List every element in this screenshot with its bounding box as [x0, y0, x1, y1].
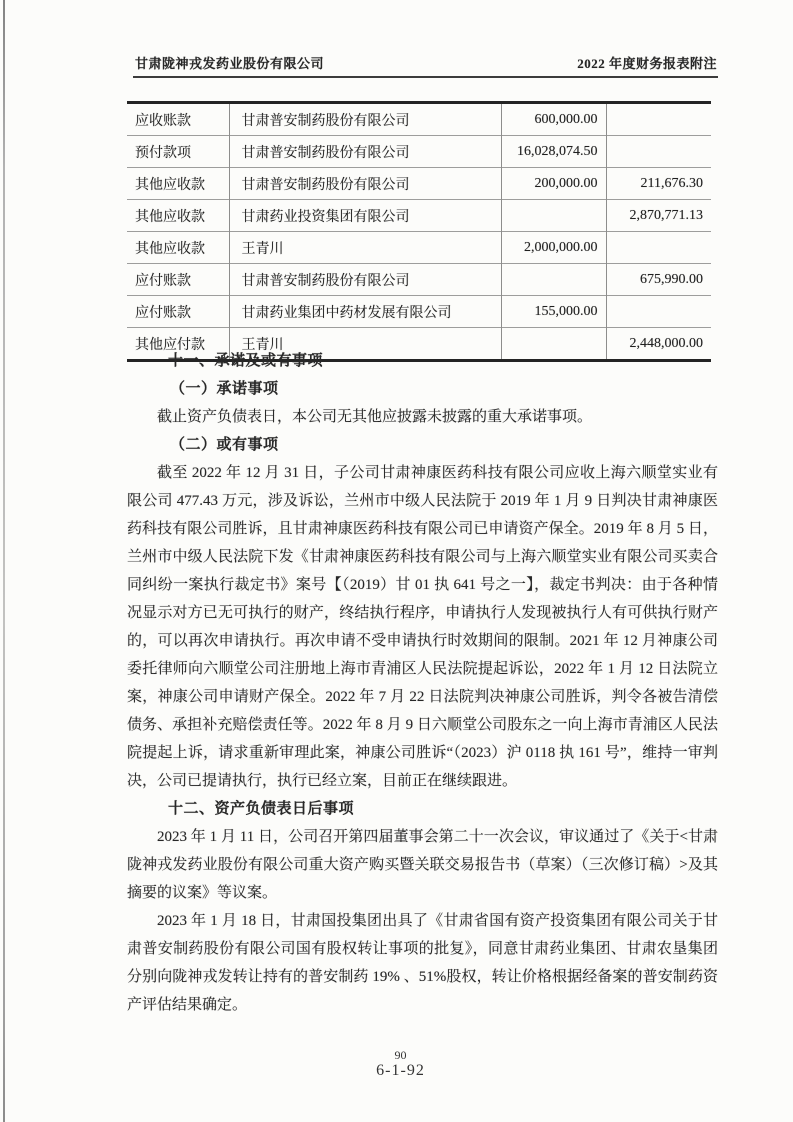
amount-cell: [606, 296, 711, 328]
section-11-sub1-heading: （一）承诺事项: [170, 381, 279, 397]
related-party-balances-table: [127, 101, 711, 362]
item-cell: 应收账款: [127, 103, 229, 136]
amount-cell: 2,870,771.13: [606, 200, 711, 232]
section-commitments-contingencies: [127, 347, 718, 795]
party-cell: 王青川: [229, 328, 501, 361]
party-cell: 甘肃普安制药股份有限公司: [229, 264, 501, 296]
contingencies-paragraph: 截至 2022 年 12 月 31 日，子公司甘肃神康医药科技有限公司应收上海六顺堂实业有限公司 477.43 万元，涉及诉讼，兰州市中级人民法院于 2019 年 1 月 9 日判决甘肃神康医药科技有限公司胜诉，且甘肃神康医药科技有限公司已申请资产保全。2019 年 8 月 5 日，兰州市中级人民法院下发《甘肃神康医药科技有限公司与上海六顺堂实业有限公司买卖合同纠纷一案执行裁定书》案号【（2019）甘 01 执 641 号之一】，裁定书判决：由于各种情况显示对方已无可执行的财产，终结执行程序，申请执行人发现被执行人有可供执行财产的，可以再次申请执行。再次申请不受申请执行时效期间的限制。2021 年 12 月神康公司委托律师向六顺堂公司注册地上海市青浦区人民法院提起诉讼，2022 年 1 月 12 日法院立案，神康公司申请财产保全。2022 年 7 月 22 日法院判决神康公司胜诉，判令各被告清偿债务、承担补充赔偿责任等。2022 年 8 月 9 日六顺堂公司股东之一向上海市青浦区人民法院提起上诉，请求重新审理此案，神康公司胜诉“（2023）沪 0118 执 161 号”，维持一审判决，公司已提请执行，执行已经立案，目前正在继续跟进。: [127, 465, 718, 789]
amount-cell: 200,000.00: [501, 168, 606, 200]
section-11-heading: 十一、承诺及或有事项: [168, 353, 324, 369]
table-row: [127, 232, 711, 264]
table-row: [127, 103, 711, 136]
header-company-name: 甘肃陇神戎发药业股份有限公司: [135, 56, 325, 71]
amount-cell: 600,000.00: [501, 103, 606, 136]
page-number: 90: [394, 1048, 407, 1062]
section-post-balance-sheet-events: [127, 795, 718, 1019]
party-cell: 甘肃普安制药股份有限公司: [229, 136, 501, 168]
table-row: [127, 200, 711, 232]
section-11-sub2-heading: （二）或有事项: [170, 437, 279, 453]
party-cell: 甘肃药业投资集团有限公司: [229, 200, 501, 232]
amount-cell: [606, 136, 711, 168]
amount-cell: 211,676.30: [606, 168, 711, 200]
amount-cell: 2,000,000.00: [501, 232, 606, 264]
amount-cell: 155,000.00: [501, 296, 606, 328]
amount-cell: 675,990.00: [606, 264, 711, 296]
amount-cell: [606, 232, 711, 264]
table-row: [127, 168, 711, 200]
item-cell: 应付账款: [127, 296, 229, 328]
scan-edge-artifact: [3, 0, 5, 1122]
amount-cell: [501, 200, 606, 232]
party-cell: 王青川: [229, 232, 501, 264]
amount-cell: [501, 264, 606, 296]
party-cell: 甘肃药业集团中药材发展有限公司: [229, 296, 501, 328]
table-row: [127, 136, 711, 168]
table-row: [127, 264, 711, 296]
party-cell: 甘肃普安制药股份有限公司: [229, 168, 501, 200]
item-cell: 其他应付款: [127, 328, 229, 361]
item-cell: 预付款项: [127, 136, 229, 168]
item-cell: 其他应收款: [127, 168, 229, 200]
commitments-paragraph: 截止资产负债表日，本公司无其他应披露未披露的重大承诺事项。: [157, 409, 593, 425]
post-balance-paragraph-1: 2023 年 1 月 11 日，公司召开第四届董事会第二十一次会议，审议通过了《关于<甘肃陇神戎发药业股份有限公司重大资产购买暨关联交易报告书（草案）（三次修订稿）>及其摘要的议案》等议案。: [127, 829, 718, 901]
party-cell: 甘肃普安制药股份有限公司: [229, 103, 501, 136]
header-doc-title: 2022 年度财务报表附注: [577, 56, 717, 71]
section-12-heading: 十二、资产负债表日后事项: [168, 801, 355, 817]
document-code: 6-1-92: [376, 1062, 425, 1079]
amount-cell: 16,028,074.50: [501, 136, 606, 168]
item-cell: 其他应收款: [127, 200, 229, 232]
item-cell: 应付账款: [127, 264, 229, 296]
item-cell: 其他应收款: [127, 232, 229, 264]
header-rule: [133, 76, 718, 78]
post-balance-paragraph-2: 2023 年 1 月 18 日，甘肃国投集团出具了《甘肃省国有资产投资集团有限公司关于甘肃普安制药股份有限公司国有股权转让事项的批复》，同意甘肃药业集团、甘肃农垦集团分别向陇神戎发转让持有的普安制药 19% 、51%股权，转让价格根据经备案的普安制药资产评估结果确定。: [127, 913, 718, 1013]
amount-cell: [606, 103, 711, 136]
table-row: [127, 296, 711, 328]
amount-cell: 2,448,000.00: [606, 328, 711, 361]
